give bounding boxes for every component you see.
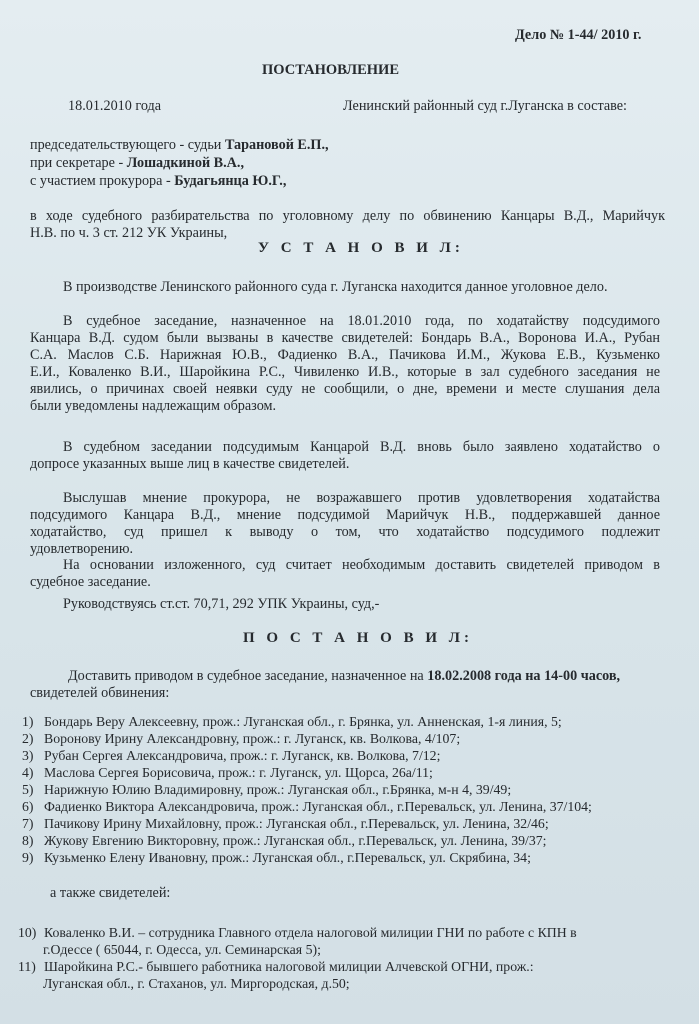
established-heading: У С Т А Н О В И Л: — [258, 240, 464, 256]
paragraph-5-line-2: судебное заседание. — [30, 574, 151, 590]
intro-line-2: Н.В. по ч. 3 ст. 212 УК Украины, — [30, 225, 228, 241]
list-item — [22, 849, 531, 866]
list-item — [22, 764, 433, 781]
order-date: 18.02.2008 года на 14-00 часов, — [427, 668, 621, 684]
secretary-line — [30, 155, 244, 172]
court-name: Ленинский районный суд г.Луганска в составе: — [343, 98, 627, 114]
list-item — [22, 798, 592, 815]
list-number: 11) — [18, 959, 36, 974]
also-witnesses-label: а также свидетелей: — [50, 885, 171, 901]
paragraph-6: Руководствуясь ст.ст. 70,71, 292 УПК Украины, суд,- — [63, 596, 380, 612]
list-number: 10) — [18, 925, 37, 940]
list-item — [18, 924, 577, 941]
list-number: 5) — [22, 782, 34, 797]
list-item-continuation: г.Одессе ( 65044, г. Одесса, ул. Семинарская 5); — [43, 942, 321, 957]
case-number: Дело № 1-44/ 2010 г. — [515, 27, 642, 43]
list-item-continuation: Луганская обл., г. Стаханов, ул. Миргородская, д.50; — [43, 976, 350, 991]
list-number: 4) — [22, 765, 34, 780]
secretary-name: Лошадкиной В.А., — [126, 155, 245, 171]
order-line-1 — [68, 668, 620, 685]
list-item — [22, 713, 562, 730]
list-number: 8) — [22, 833, 34, 848]
secretary-prefix: при секретаре - — [30, 155, 127, 171]
document-date: 18.01.2010 года — [68, 98, 162, 114]
list-number: 9) — [22, 850, 34, 865]
list-number: 7) — [22, 816, 34, 831]
list-number: 1) — [22, 714, 34, 729]
paragraph-2-line-1: В судебное заседание, назначенное на 18.01.2010 года, по ходатайству подсудимого — [63, 313, 660, 329]
list-item — [22, 730, 460, 747]
ruled-heading: П О С Т А Н О В И Л: — [243, 630, 473, 646]
list-item — [22, 747, 440, 764]
paragraph-5-line-1: На основании изложенного, суд считает необходимым доставить свидетелей приводом в — [63, 557, 660, 573]
paragraph-3-line-2: допросе указанных выше лиц в качестве свидетелей. — [30, 456, 350, 472]
paragraph-4-line-1: Выслушав мнение прокурора, не возражавшего против удовлетворения ходатайства — [63, 490, 660, 506]
list-text: Фадиенко Виктора Александровича, прож.: Луганская обл., г.Перевальск, ул. Ленина, 37/104; — [44, 799, 592, 814]
list-text: Шаройкина Р.С.- бывшего работника налоговой милиции Алчевской ОГНИ, прож.: — [44, 959, 534, 974]
prosecutor-line — [30, 173, 286, 190]
list-text: Жукову Евгению Викторовну, прож.: Луганская обл., г.Перевальск, ул. Ленина, 39/37; — [44, 833, 547, 848]
list-text: Маслова Сергея Борисовича, прож.: г. Луганск, ул. Щорса, 26а/11; — [44, 765, 433, 780]
paragraph-2-line-4: Е.И., Коваленко В.И., Шаройкина Р.С., Чивиленко И.В., которые в зал судебного заседания не — [30, 364, 660, 380]
list-number: 6) — [22, 799, 34, 814]
paragraph-1: В производстве Ленинского районного суда г. Луганска находится данное уголовное дело. — [63, 279, 608, 295]
document-title: ПОСТАНОВЛЕНИЕ — [262, 62, 400, 78]
list-item — [22, 832, 546, 849]
list-text: Кузьменко Елену Ивановну, прож.: Луганская обл., г.Перевальск, ул. Скрябина, 34; — [44, 850, 531, 865]
list-number: 2) — [22, 731, 34, 746]
paragraph-2-line-5: явились, о причинах своей неявки суду не сообщили, о дне, времени и месте слушания дела — [30, 381, 660, 397]
list-text: Бондарь Веру Алексеевну, прож.: Луганская обл., г. Брянка, ул. Анненская, 1-я линия, 5; — [44, 714, 562, 729]
paragraph-2-line-3: С.А. Маслов С.Б. Нарижная Ю.В., Фадиенко В.А., Пачикова И.М., Жукова Е.В., Кузьменко — [30, 347, 660, 363]
order-line-2: свидетелей обвинения: — [30, 685, 170, 701]
prosecutor-name: Будагьянца Ю.Г., — [174, 173, 287, 189]
judge-prefix: председательствующего - судьи — [30, 137, 225, 153]
paragraph-2-line-6: были уведомлены надлежащим образом. — [30, 398, 277, 414]
list-text: Нарижную Юлию Владимировну, прож.: Луганская обл., г.Брянка, м-н 4, 39/49; — [44, 782, 512, 797]
paragraph-4-line-3: ходатайство, суд пришел к выводу о том, что ходатайство подсудимого подлежит — [30, 524, 660, 540]
list-item — [22, 781, 511, 798]
judge-line — [30, 137, 329, 154]
order-prefix: Доставить приводом в судебное заседание, назначенное на — [68, 668, 428, 684]
list-text: Пачикову Ирину Михайловну, прож.: Луганская обл., г.Перевальск, ул. Ленина, 32/46; — [44, 816, 549, 831]
paragraph-3-line-1: В судебном заседании подсудимым Канцарой В.Д. вновь было заявлено ходатайство о — [63, 439, 660, 455]
paragraph-4-line-4: удовлетворению. — [30, 541, 134, 557]
list-number: 3) — [22, 748, 34, 763]
list-item — [22, 815, 549, 832]
judge-name: Тарановой Е.П., — [224, 137, 329, 153]
list-text: Воронову Ирину Александровну, прож.: г. Луганск, кв. Волкова, 4/107; — [44, 731, 461, 746]
paragraph-2-line-2: Канцара В.Д. судом были вызваны в качестве свидетелей: Бондарь В.А., Воронова И.А., Рубан — [30, 330, 660, 346]
list-text: Рубан Сергея Александровича, прож.: г. Луганск, кв. Волкова, 7/12; — [44, 748, 441, 763]
paragraph-4-line-2: подсудимого Канцара В.Д., мнение подсудимой Марийчук Н.В., поддержавшей данное — [30, 507, 660, 523]
list-text: Коваленко В.И. – сотрудника Главного отдела налоговой милиции ГНИ по работе с КПН в — [44, 925, 577, 940]
intro-line-1: в ходе судебного разбирательства по уголовному делу по обвинению Канцары В.Д., Марийчук — [30, 208, 665, 224]
prosecutor-prefix: с участием прокурора - — [30, 173, 175, 189]
list-item — [18, 958, 534, 975]
